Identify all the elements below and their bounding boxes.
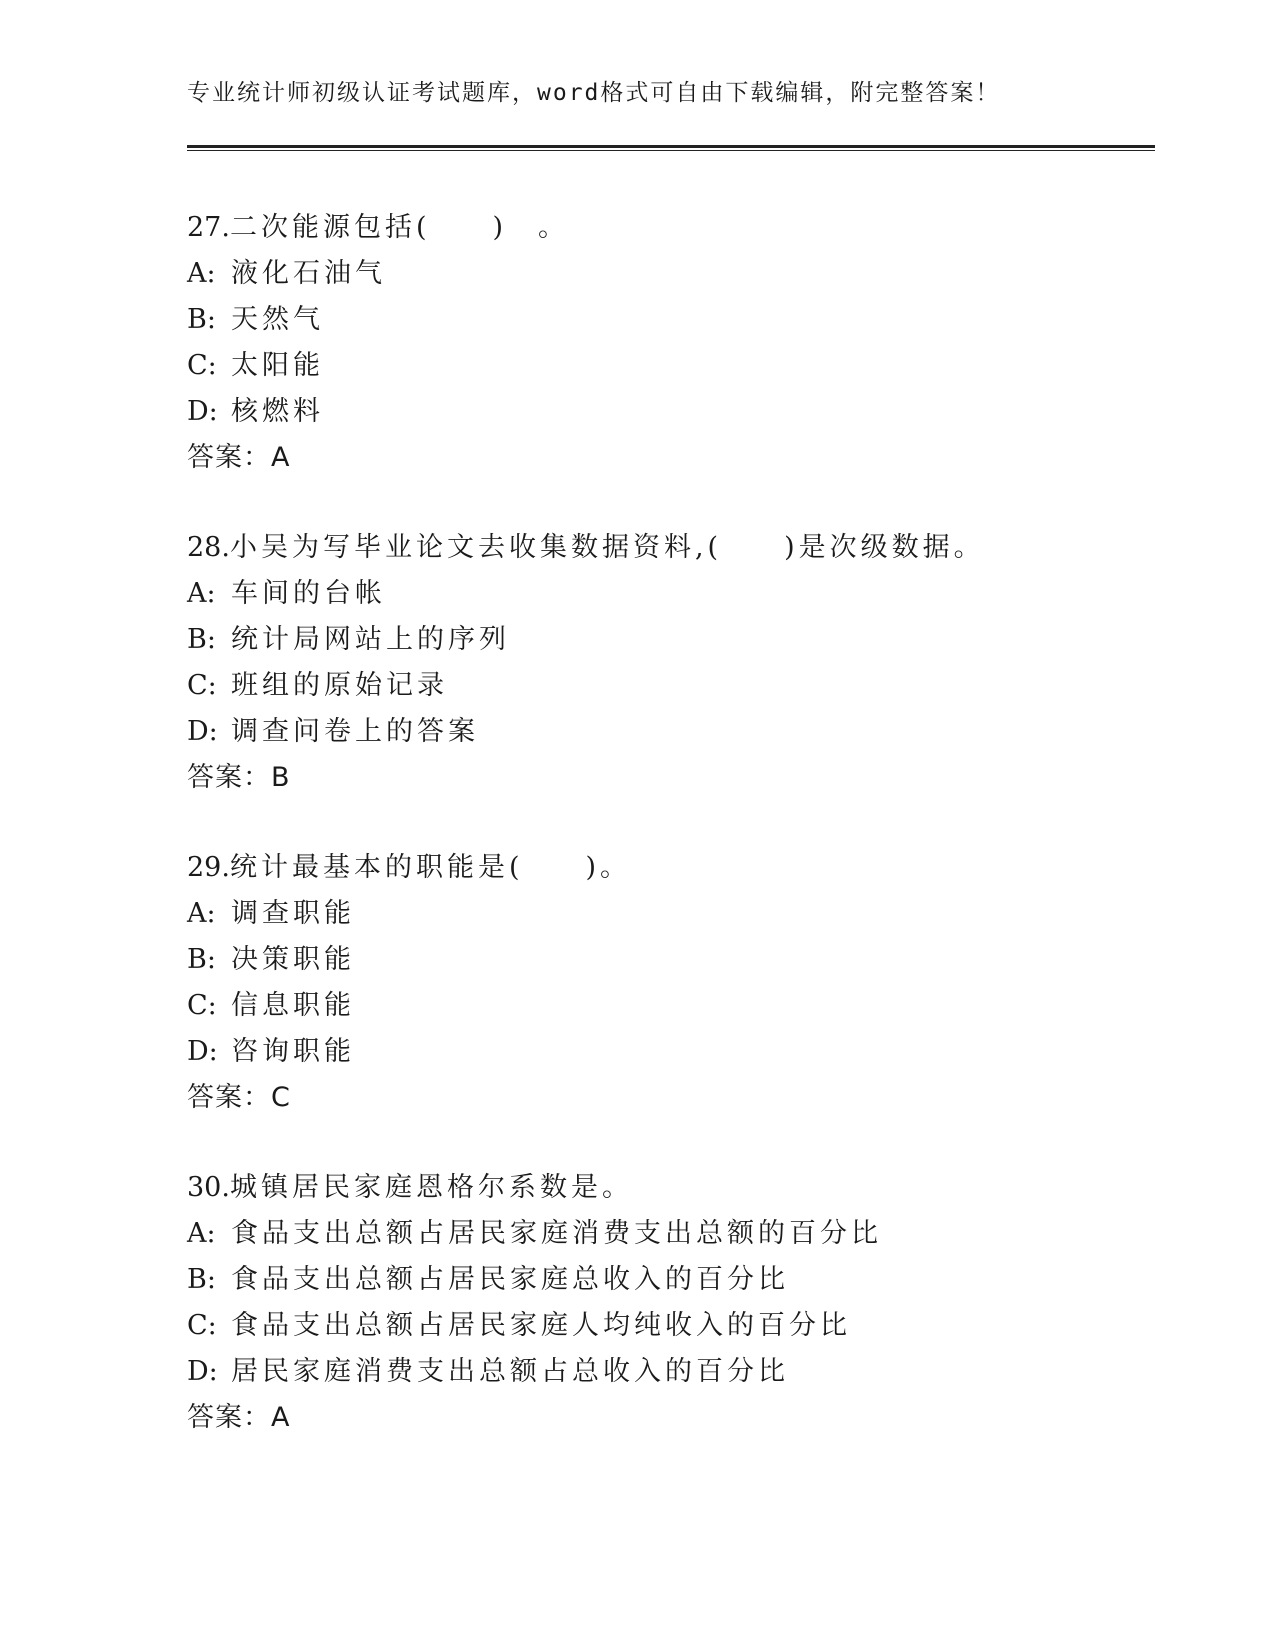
question-number: 29.	[187, 852, 230, 883]
option-letter: C:	[187, 1310, 217, 1341]
option-d	[187, 1349, 1155, 1395]
option-a	[187, 1211, 1155, 1257]
question-29	[187, 845, 1155, 1121]
option-letter: D:	[187, 1356, 218, 1387]
option-text: 食品支出总额占居民家庭总收入的百分比	[231, 1264, 789, 1295]
option-b	[187, 1257, 1155, 1303]
header-divider-thin	[187, 150, 1155, 151]
answer-line: 答案：B	[187, 762, 291, 793]
option-text: 食品支出总额占居民家庭消费支出总额的百分比	[231, 1218, 882, 1249]
option-d	[187, 709, 1155, 755]
option-letter: C:	[187, 670, 217, 701]
question-stem	[187, 845, 1155, 891]
header-divider-thick	[187, 145, 1155, 148]
question-text: 城镇居民家庭恩格尔系数是。	[229, 1172, 633, 1203]
option-letter: A:	[187, 578, 216, 609]
question-text: 统计最基本的职能是( )。	[229, 852, 632, 883]
option-b	[187, 297, 1155, 343]
option-text: 食品支出总额占居民家庭人均纯收入的百分比	[231, 1310, 851, 1341]
option-letter: B:	[187, 304, 216, 335]
option-c	[187, 1303, 1155, 1349]
question-number: 28.	[187, 532, 230, 563]
question-30	[187, 1165, 1155, 1441]
option-letter: C:	[187, 990, 217, 1021]
option-d	[187, 1029, 1155, 1075]
option-letter: A:	[187, 898, 216, 929]
option-text: 太阳能	[231, 350, 324, 381]
option-letter: D:	[187, 716, 218, 747]
option-text: 信息职能	[231, 990, 355, 1021]
option-b	[187, 937, 1155, 983]
page-header: 专业统计师初级认证考试题库，word格式可自由下载编辑，附完整答案！	[187, 80, 1001, 106]
question-number: 27.	[187, 212, 230, 243]
option-letter: D:	[187, 1036, 218, 1067]
question-stem	[187, 525, 1155, 571]
question-stem	[187, 205, 1155, 251]
option-letter: C:	[187, 350, 217, 381]
answer-line: 答案：A	[187, 442, 291, 473]
option-text: 调查职能	[231, 898, 355, 929]
option-text: 调查问卷上的答案	[231, 716, 479, 747]
option-text: 决策职能	[231, 944, 355, 975]
option-a	[187, 571, 1155, 617]
question-number: 30.	[187, 1172, 230, 1203]
option-b	[187, 617, 1155, 663]
option-text: 车间的台帐	[231, 578, 386, 609]
option-a	[187, 891, 1155, 937]
question-text: 二次能源包括( ) 。	[229, 212, 570, 243]
option-text: 咨询职能	[231, 1036, 355, 1067]
question-stem	[187, 1165, 1155, 1211]
option-c	[187, 663, 1155, 709]
option-text: 班组的原始记录	[231, 670, 448, 701]
answer-line: 答案：C	[187, 1082, 291, 1113]
question-list	[187, 205, 1155, 1485]
question-27	[187, 205, 1155, 481]
option-letter: A:	[187, 1218, 216, 1249]
option-text: 液化石油气	[231, 258, 386, 289]
question-text: 小吴为写毕业论文去收集数据资料,( )是次级数据。	[229, 532, 985, 563]
question-28	[187, 525, 1155, 801]
option-a	[187, 251, 1155, 297]
option-d	[187, 389, 1155, 435]
option-letter: B:	[187, 1264, 216, 1295]
answer-line: 答案：A	[187, 1402, 291, 1433]
option-letter: D:	[187, 396, 218, 427]
option-letter: A:	[187, 258, 216, 289]
option-c	[187, 343, 1155, 389]
option-c	[187, 983, 1155, 1029]
option-text: 统计局网站上的序列	[231, 624, 510, 655]
option-letter: B:	[187, 624, 216, 655]
option-text: 核燃料	[231, 396, 324, 427]
option-letter: B:	[187, 944, 216, 975]
option-text: 天然气	[231, 304, 324, 335]
option-text: 居民家庭消费支出总额占总收入的百分比	[231, 1356, 789, 1387]
